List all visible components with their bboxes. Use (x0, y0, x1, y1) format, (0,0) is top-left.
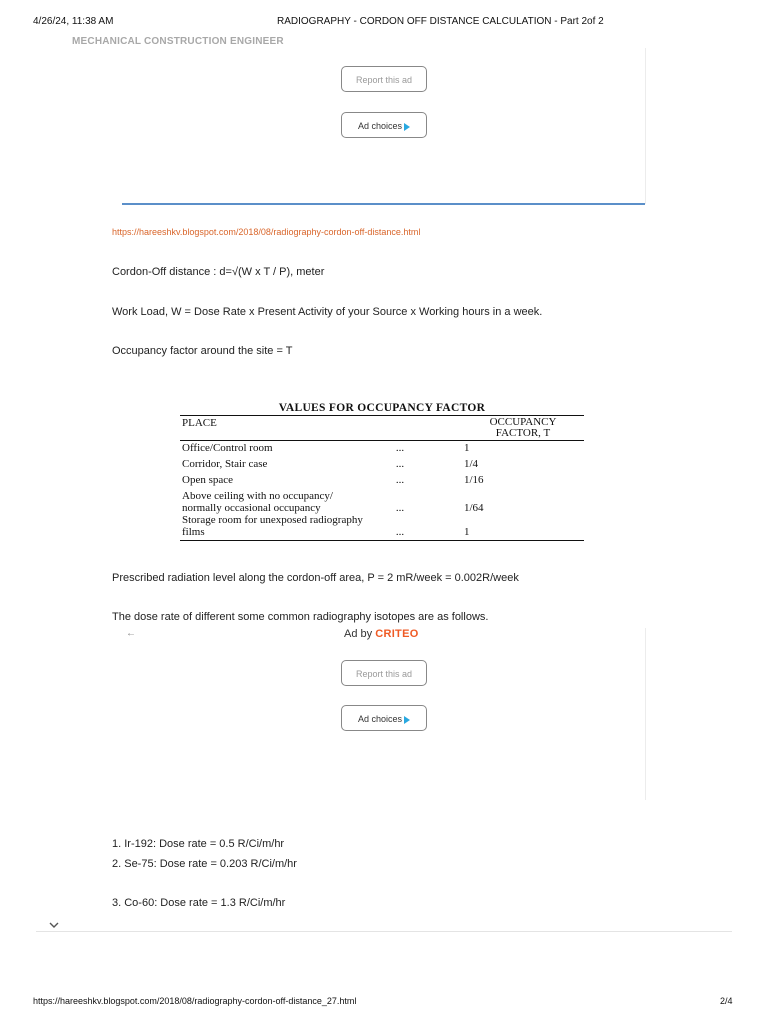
occupancy-table (180, 416, 584, 439)
site-brand[interactable]: MECHANICAL CONSTRUCTION ENGINEER (72, 36, 284, 47)
table-row (180, 486, 584, 514)
dots-cell: ... (395, 474, 405, 486)
factor-cell: 1/4 (464, 458, 479, 470)
occupancy-table-image (180, 402, 584, 541)
place-line2: normally occasional occupancy (182, 502, 321, 514)
ad-choices-label: Ad choices (357, 714, 403, 724)
ad-frame-border (645, 628, 646, 800)
print-page-number: 2/4 (720, 996, 733, 1006)
table-rule (180, 540, 584, 541)
ad-frame-border (645, 48, 646, 204)
chevron-down-icon[interactable] (48, 918, 60, 930)
list-item: 3. Co-60: Dose rate = 1.3 R/Ci/m/hr (112, 897, 286, 909)
dots-cell: ... (395, 502, 405, 514)
source-link[interactable]: https://hareeshkv.blogspot.com/2018/08/radiography-cordon-off-distance.html (112, 227, 421, 237)
col-place-header: PLACE (182, 417, 217, 429)
ad-choices-icon (404, 123, 410, 131)
formula-text: Cordon-Off distance : d=√(W x T / P), meter (112, 266, 325, 278)
factor-cell: 1 (464, 526, 470, 538)
occupancy-table-title: VALUES FOR OCCUPANCY FACTOR (278, 402, 486, 414)
ad-choices-button[interactable] (341, 705, 427, 731)
criteo-logo[interactable]: CRITEO (375, 628, 419, 640)
place-cell: Storage room for unexposed radiography films (182, 514, 363, 538)
ad-by-text: Ad by (344, 628, 373, 640)
place-cell (180, 486, 372, 514)
dose-intro: The dose rate of different some common radiography isotopes are as follows. (112, 611, 489, 623)
dots-cell: ... (395, 458, 405, 470)
list-item: 2. Se-75: Dose rate = 0.203 R/Ci/m/hr (112, 858, 297, 870)
ad-choices-label: Ad choices (357, 121, 403, 131)
place-line1: Above ceiling with no occupancy/ (182, 490, 333, 502)
table-rule (180, 440, 584, 441)
col-factor-line1: OCCUPANCY (489, 416, 557, 428)
place-cell: Corridor, Stair case (182, 458, 268, 470)
table-row (180, 514, 584, 538)
occupancy-table-body (180, 442, 584, 538)
ad-divider (122, 203, 645, 205)
ad-back-arrow[interactable]: ← (126, 628, 136, 639)
table-row (180, 442, 584, 454)
ad-by-label (344, 628, 419, 640)
workload-text: Work Load, W = Dose Rate x Present Activity of your Source x Working hours in a week. (112, 306, 543, 318)
table-row (180, 454, 584, 470)
place-cell: Office/Control room (182, 442, 273, 454)
occupancy-intro: Occupancy factor around the site = T (112, 345, 293, 357)
print-timestamp: 4/26/24, 11:38 AM (33, 16, 114, 27)
prescribed-text: Prescribed radiation level along the cordon-off area, P = 2 mR/week = 0.002R/week (112, 572, 519, 584)
col-factor-header (464, 416, 584, 439)
ad-choices-button[interactable] (341, 112, 427, 138)
report-ad-button[interactable]: Report this ad (341, 66, 427, 92)
table-row (180, 470, 584, 486)
place-cell: Open space (182, 474, 234, 486)
dots-cell: ... (395, 526, 405, 538)
col-factor-line2: FACTOR, T (495, 427, 551, 439)
table-header-row (180, 416, 584, 439)
report-ad-button[interactable]: Report this ad (341, 660, 427, 686)
ad-choices-icon (404, 716, 410, 724)
print-title: RADIOGRAPHY - CORDON OFF DISTANCE CALCULATION - Part 2of 2 (277, 16, 604, 27)
print-footer-url: https://hareeshkv.blogspot.com/2018/08/radiography-cordon-off-distance_27.html (33, 996, 357, 1006)
factor-cell: 1/16 (464, 474, 484, 486)
list-item: 1. Ir-192: Dose rate = 0.5 R/Ci/m/hr (112, 838, 285, 850)
factor-cell: 1 (464, 442, 470, 454)
dots-cell: ... (395, 442, 405, 454)
factor-cell: 1/64 (464, 502, 484, 514)
section-divider (36, 931, 732, 932)
